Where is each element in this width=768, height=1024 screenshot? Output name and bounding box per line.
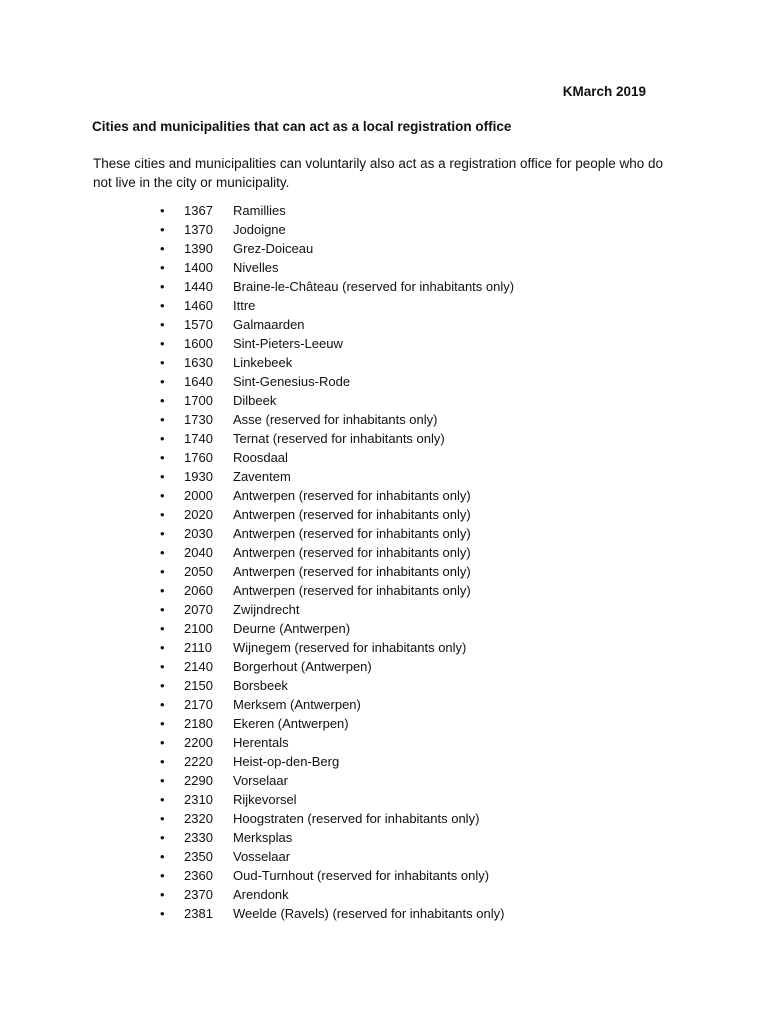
- bullet-icon: •: [160, 697, 165, 712]
- postal-code: 2110: [184, 640, 212, 655]
- bullet-icon: •: [160, 754, 165, 769]
- municipality-name: Hoogstraten (reserved for inhabitants only): [233, 811, 480, 826]
- municipality-name: Braine-le-Château (reserved for inhabitants only): [233, 279, 515, 294]
- municipality-name: Antwerpen (reserved for inhabitants only): [233, 545, 471, 560]
- municipality-name: Ramillies: [233, 203, 286, 218]
- postal-code: 2170: [184, 697, 213, 712]
- municipality-name: Merksem (Antwerpen): [233, 697, 361, 712]
- bullet-icon: •: [160, 431, 165, 446]
- municipality-name: Ternat (reserved for inhabitants only): [233, 431, 445, 446]
- bullet-icon: •: [160, 849, 165, 864]
- bullet-icon: •: [160, 830, 165, 845]
- bullet-icon: •: [160, 887, 165, 902]
- municipality-name: Weelde (Ravels) (reserved for inhabitants only): [233, 906, 505, 921]
- postal-code: 2350: [184, 849, 213, 864]
- municipality-name: Borgerhout (Antwerpen): [233, 659, 372, 674]
- postal-code: 2060: [184, 583, 213, 598]
- municipality-name: Roosdaal: [233, 450, 288, 465]
- bullet-icon: •: [160, 241, 165, 256]
- bullet-icon: •: [160, 906, 165, 921]
- municipality-name: Heist-op-den-Berg: [233, 754, 340, 769]
- postal-code: 2070: [184, 602, 213, 617]
- postal-code: 2140: [184, 659, 213, 674]
- bullet-icon: •: [160, 583, 165, 598]
- municipality-name: Antwerpen (reserved for inhabitants only): [233, 507, 471, 522]
- municipality-name: Antwerpen (reserved for inhabitants only): [233, 564, 471, 579]
- municipality-name: Vorselaar: [233, 773, 288, 788]
- bullet-icon: •: [160, 469, 165, 484]
- municipality-name: Wijnegem (reserved for inhabitants only): [233, 640, 467, 655]
- postal-code: 1460: [184, 298, 213, 313]
- postal-code: 1440: [184, 279, 213, 294]
- postal-code: 2220: [184, 754, 213, 769]
- municipality-name: Dilbeek: [233, 393, 277, 408]
- bullet-icon: •: [160, 393, 165, 408]
- postal-code: 1930: [184, 469, 213, 484]
- bullet-icon: •: [160, 507, 165, 522]
- municipality-name: Deurne (Antwerpen): [233, 621, 351, 636]
- postal-code: 2030: [184, 526, 213, 541]
- municipality-name: Arendonk: [233, 887, 289, 902]
- bullet-icon: •: [160, 602, 165, 617]
- postal-code: 1700: [184, 393, 213, 408]
- postal-code: 2050: [184, 564, 213, 579]
- bullet-icon: •: [160, 298, 165, 313]
- postal-code: 2290: [184, 773, 213, 788]
- postal-code: 1390: [184, 241, 213, 256]
- document-date: KMarch 2019: [562, 84, 646, 99]
- bullet-icon: •: [160, 678, 165, 693]
- municipality-name: Herentals: [233, 735, 289, 750]
- postal-code: 2020: [184, 507, 213, 522]
- municipality-name: Antwerpen (reserved for inhabitants only): [233, 488, 471, 503]
- postal-code: 2330: [184, 830, 213, 845]
- bullet-icon: •: [160, 279, 165, 294]
- bullet-icon: •: [160, 336, 165, 351]
- postal-code: 2000: [184, 488, 213, 503]
- bullet-icon: •: [160, 412, 165, 427]
- bullet-icon: •: [160, 773, 165, 788]
- postal-code: 2040: [184, 545, 213, 560]
- municipality-name: Linkebeek: [233, 355, 293, 370]
- postal-code: 2200: [184, 735, 213, 750]
- postal-code: 2100: [184, 621, 213, 636]
- bullet-icon: •: [160, 488, 165, 503]
- bullet-icon: •: [160, 868, 165, 883]
- intro-paragraph: These cities and municipalities can voluntarily also act as a registration office for people who do not live in the city or municipality.: [93, 156, 664, 190]
- municipality-name: Asse (reserved for inhabitants only): [233, 412, 438, 427]
- bullet-icon: •: [160, 640, 165, 655]
- postal-code: 1400: [184, 260, 213, 275]
- municipality-name: Zaventem: [233, 469, 291, 484]
- bullet-icon: •: [160, 450, 165, 465]
- bullet-icon: •: [160, 621, 165, 636]
- postal-code: 1740: [184, 431, 213, 446]
- municipality-name: Galmaarden: [233, 317, 305, 332]
- postal-code: 2150: [184, 678, 213, 693]
- municipality-name: Borsbeek: [233, 678, 288, 693]
- document-title: Cities and municipalities that can act as a local registration office: [92, 119, 512, 134]
- municipality-name: Rijkevorsel: [233, 792, 297, 807]
- postal-code: 1367: [184, 203, 213, 218]
- municipality-name: Ittre: [233, 298, 256, 313]
- municipality-name: Merksplas: [233, 830, 293, 845]
- bullet-icon: •: [160, 222, 165, 237]
- municipality-name: Jodoigne: [233, 222, 286, 237]
- municipality-name: Grez-Doiceau: [233, 241, 314, 256]
- municipality-name: Oud-Turnhout (reserved for inhabitants only): [233, 868, 490, 883]
- postal-code: 2180: [184, 716, 213, 731]
- postal-code: 2310: [184, 792, 213, 807]
- postal-code: 1730: [184, 412, 213, 427]
- municipality-name: Zwijndrecht: [233, 602, 300, 617]
- postal-code: 2360: [184, 868, 213, 883]
- bullet-icon: •: [160, 792, 165, 807]
- municipality-name: Sint-Genesius-Rode: [233, 374, 351, 389]
- postal-code: 1760: [184, 450, 213, 465]
- municipality-name: Nivelles: [233, 260, 279, 275]
- postal-code: 2320: [184, 811, 213, 826]
- bullet-icon: •: [160, 716, 165, 731]
- municipality-name: Ekeren (Antwerpen): [233, 716, 349, 731]
- bullet-icon: •: [160, 564, 165, 579]
- bullet-icon: •: [160, 317, 165, 332]
- postal-code: 2370: [184, 887, 213, 902]
- bullet-icon: •: [160, 203, 165, 218]
- bullet-icon: •: [160, 735, 165, 750]
- bullet-icon: •: [160, 526, 165, 541]
- postal-code: 1370: [184, 222, 213, 237]
- municipality-name: Sint-Pieters-Leeuw: [233, 336, 343, 351]
- municipality-name: Antwerpen (reserved for inhabitants only): [233, 526, 471, 541]
- bullet-icon: •: [160, 811, 165, 826]
- bullet-icon: •: [160, 659, 165, 674]
- postal-code: 1570: [184, 317, 213, 332]
- bullet-icon: •: [160, 355, 165, 370]
- bullet-icon: •: [160, 374, 165, 389]
- municipality-name: Vosselaar: [233, 849, 291, 864]
- municipality-name: Antwerpen (reserved for inhabitants only): [233, 583, 471, 598]
- postal-code: 1640: [184, 374, 213, 389]
- bullet-icon: •: [160, 260, 165, 275]
- postal-code: 1600: [184, 336, 213, 351]
- postal-code: 2381: [184, 906, 213, 921]
- bullet-icon: •: [160, 545, 165, 560]
- postal-code: 1630: [184, 355, 213, 370]
